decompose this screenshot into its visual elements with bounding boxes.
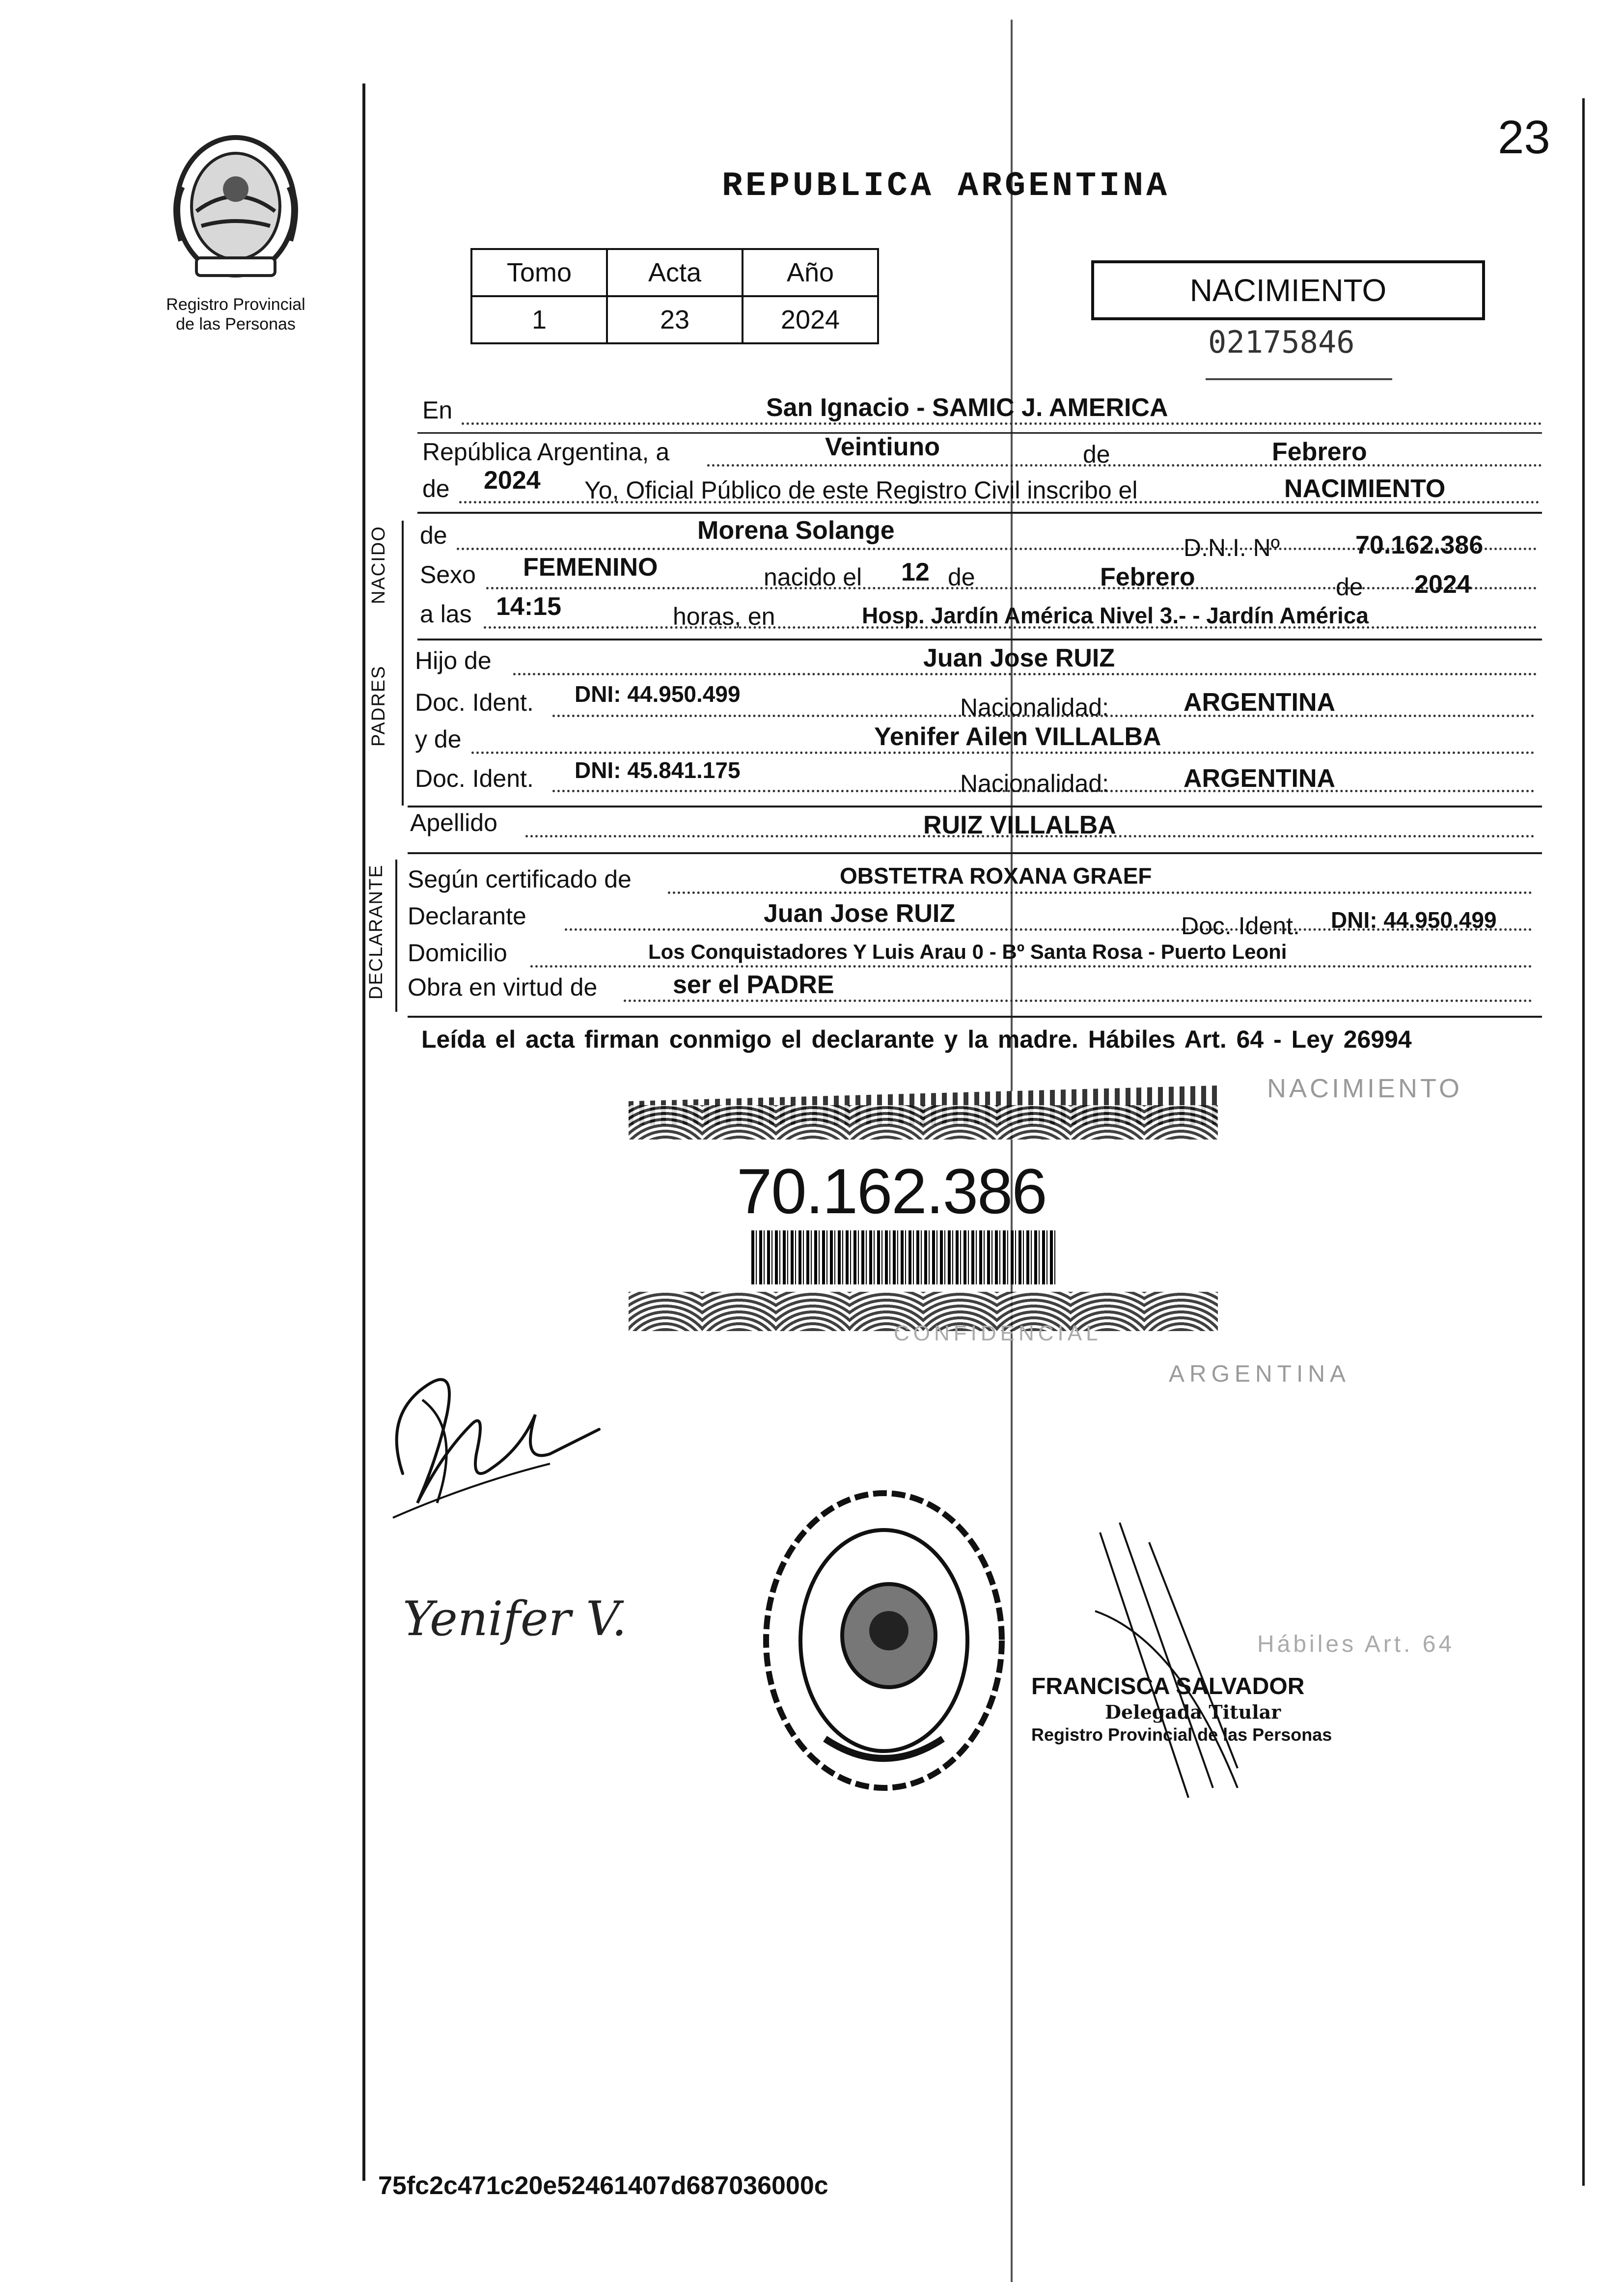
domicilio-value: Los Conquistadores Y Luis Arau 0 - Bº Santa Rosa - Puerto Leoni	[648, 940, 1287, 963]
birth-month-value: Febrero	[1100, 563, 1195, 591]
sexo-dots	[486, 587, 1537, 589]
year-value: 2024	[484, 466, 541, 495]
mother-nat-value: ARGENTINA	[1184, 764, 1336, 793]
nacido-de-label-3: de	[1336, 573, 1363, 601]
line-padres	[408, 806, 1542, 807]
line-apellido	[408, 852, 1542, 854]
register-header-anio: Año	[743, 249, 878, 296]
padres-bracket	[402, 643, 404, 806]
ghost-line-1: CONFIDENCIAL	[894, 1321, 1102, 1345]
declarante-doc-value: DNI: 44.950.499	[1331, 907, 1497, 933]
republica-label: República Argentina, a	[422, 438, 670, 466]
obra-dots	[624, 1000, 1532, 1002]
apellido-value: RUIZ VILLALBA	[923, 811, 1116, 839]
father-doc-label: Doc. Ident.	[415, 689, 534, 716]
birth-day-value: 12	[901, 558, 930, 586]
father-value: Juan Jose RUIZ	[923, 644, 1115, 672]
official-role: Delegada Titular	[1105, 1701, 1281, 1723]
register-header-tomo: Tomo	[471, 249, 607, 296]
apellido-label: Apellido	[410, 809, 497, 836]
father-doc-value: DNI: 44.950.499	[575, 681, 741, 707]
cert-value: OBSTETRA ROXANA GRAEF	[840, 863, 1152, 889]
logo-caption	[147, 295, 324, 334]
declarante-label: Declarante	[408, 902, 526, 930]
day-words-value: Veintiuno	[825, 433, 940, 461]
section-label-padres: PADRES	[368, 665, 389, 747]
province-logo	[162, 128, 309, 285]
footer-hash: 75fc2c471c20e52461407d687036000c	[378, 2171, 828, 2200]
declarante-doc-label: Doc. Ident.	[1181, 912, 1300, 940]
de-label-1: de	[1083, 441, 1110, 468]
official-office: Registro Provincial de las Personas	[1031, 1725, 1332, 1745]
line-declarante	[408, 1016, 1542, 1018]
ghost-line-2: ARGENTINA	[1169, 1361, 1351, 1387]
closing-text: Leída el acta firman conmigo el declarante y la madre. Hábiles Art. 64 - Ley 26994	[421, 1026, 1412, 1053]
page-number: 23	[1498, 111, 1550, 164]
stamp-barcode	[751, 1230, 1056, 1284]
serial-number: 02175846	[1208, 324, 1355, 360]
y-de-label: y de	[415, 725, 462, 753]
nacido-dni-value: 70.162.386	[1355, 531, 1484, 559]
misiones-seal-icon	[162, 128, 309, 285]
official-signature	[1090, 1513, 1316, 1808]
mother-value: Yenifer Ailen VILLALBA	[874, 723, 1161, 751]
a-las-label: a las	[420, 600, 472, 628]
en-dots	[462, 422, 1542, 425]
register-value-acta: 23	[607, 296, 743, 343]
mother-dots	[471, 751, 1535, 754]
republica-dots	[707, 464, 1542, 467]
section-label-nacido: NACIDO	[368, 526, 389, 604]
father-signature	[373, 1356, 609, 1532]
father-dots	[513, 673, 1537, 675]
left-margin-line	[362, 83, 365, 2181]
time-value: 14:15	[496, 592, 561, 621]
mother-nat-label: Nacionalidad:	[960, 770, 1109, 797]
declarante-value: Juan Jose RUIZ	[764, 899, 956, 928]
line-en	[417, 432, 1542, 434]
year-label: de	[422, 475, 450, 502]
serial-underline	[1206, 378, 1392, 380]
act-type-box: NACIMIENTO	[1091, 260, 1485, 320]
sexo-value: FEMENINO	[523, 553, 658, 582]
horas-label: horas, en	[673, 603, 775, 630]
scan-fold-line	[1011, 20, 1013, 2282]
place-value: San Ignacio - SAMIC J. AMERICA	[766, 393, 1168, 422]
month-value: Febrero	[1272, 438, 1367, 466]
act-value: NACIMIENTO	[1284, 474, 1446, 503]
nacido-name-value: Morena Solange	[697, 516, 895, 545]
document-title: REPUBLICA ARGENTINA	[722, 167, 1170, 206]
official-name: FRANCISCA SALVADOR	[1031, 1673, 1305, 1699]
obra-label: Obra en virtud de	[408, 974, 598, 1001]
logo-caption-line1: Registro Provincial	[166, 295, 305, 314]
register-header-acta: Acta	[607, 249, 743, 296]
mother-doc-value: DNI: 45.841.175	[575, 757, 741, 783]
register-table	[470, 248, 879, 344]
oficial-text: Yo, Oficial Público de este Registro Civil inscribo el	[584, 476, 1138, 504]
section-label-declarante: DECLARANTE	[366, 864, 386, 1000]
birth-location-value: Hosp. Jardín América Nivel 3.- - Jardín América	[862, 603, 1369, 628]
domicilio-label: Domicilio	[408, 939, 507, 967]
declarante-bracket	[395, 860, 397, 1012]
nacido-de-label: de	[420, 522, 447, 549]
register-value-tomo: 1	[471, 296, 607, 343]
logo-caption-line2: de las Personas	[176, 315, 296, 334]
right-margin-line	[1582, 98, 1585, 2186]
official-block	[1031, 1672, 1375, 1746]
stamp-dni-number: 70.162.386	[737, 1155, 1046, 1227]
ghost-line-3: Hábiles Art. 64	[1257, 1631, 1455, 1657]
sexo-label: Sexo	[420, 561, 476, 588]
nacido-dni-label: D.N.I. Nº	[1184, 534, 1280, 561]
nacido-bracket	[402, 521, 404, 643]
official-signature-scribble-icon	[1090, 1513, 1316, 1808]
hijo-de-label: Hijo de	[415, 647, 492, 674]
mother-doc-label: Doc. Ident.	[415, 765, 534, 792]
line-nacido	[417, 639, 1542, 640]
ghost-nacimiento: NACIMIENTO	[1267, 1074, 1463, 1103]
father-nat-value: ARGENTINA	[1184, 688, 1336, 717]
line-intro	[417, 512, 1542, 514]
cert-label: Según certificado de	[408, 865, 632, 893]
mother-signature: Yenifer V.	[403, 1591, 627, 1646]
nacido-el-label: nacido el	[764, 563, 862, 591]
official-seal	[756, 1483, 1012, 1798]
cert-dots	[668, 891, 1532, 894]
signature-scribble-icon	[373, 1356, 609, 1532]
father-nat-label: Nacionalidad:	[960, 694, 1109, 721]
register-value-anio: 2024	[743, 296, 878, 343]
obra-value: ser el PADRE	[673, 971, 834, 999]
birth-year-value: 2024	[1414, 570, 1471, 599]
stamp-top-waves	[629, 1105, 1218, 1140]
en-label: En	[422, 396, 453, 424]
registry-seal-icon	[756, 1483, 1012, 1798]
nacido-de-label-2: de	[948, 563, 975, 591]
